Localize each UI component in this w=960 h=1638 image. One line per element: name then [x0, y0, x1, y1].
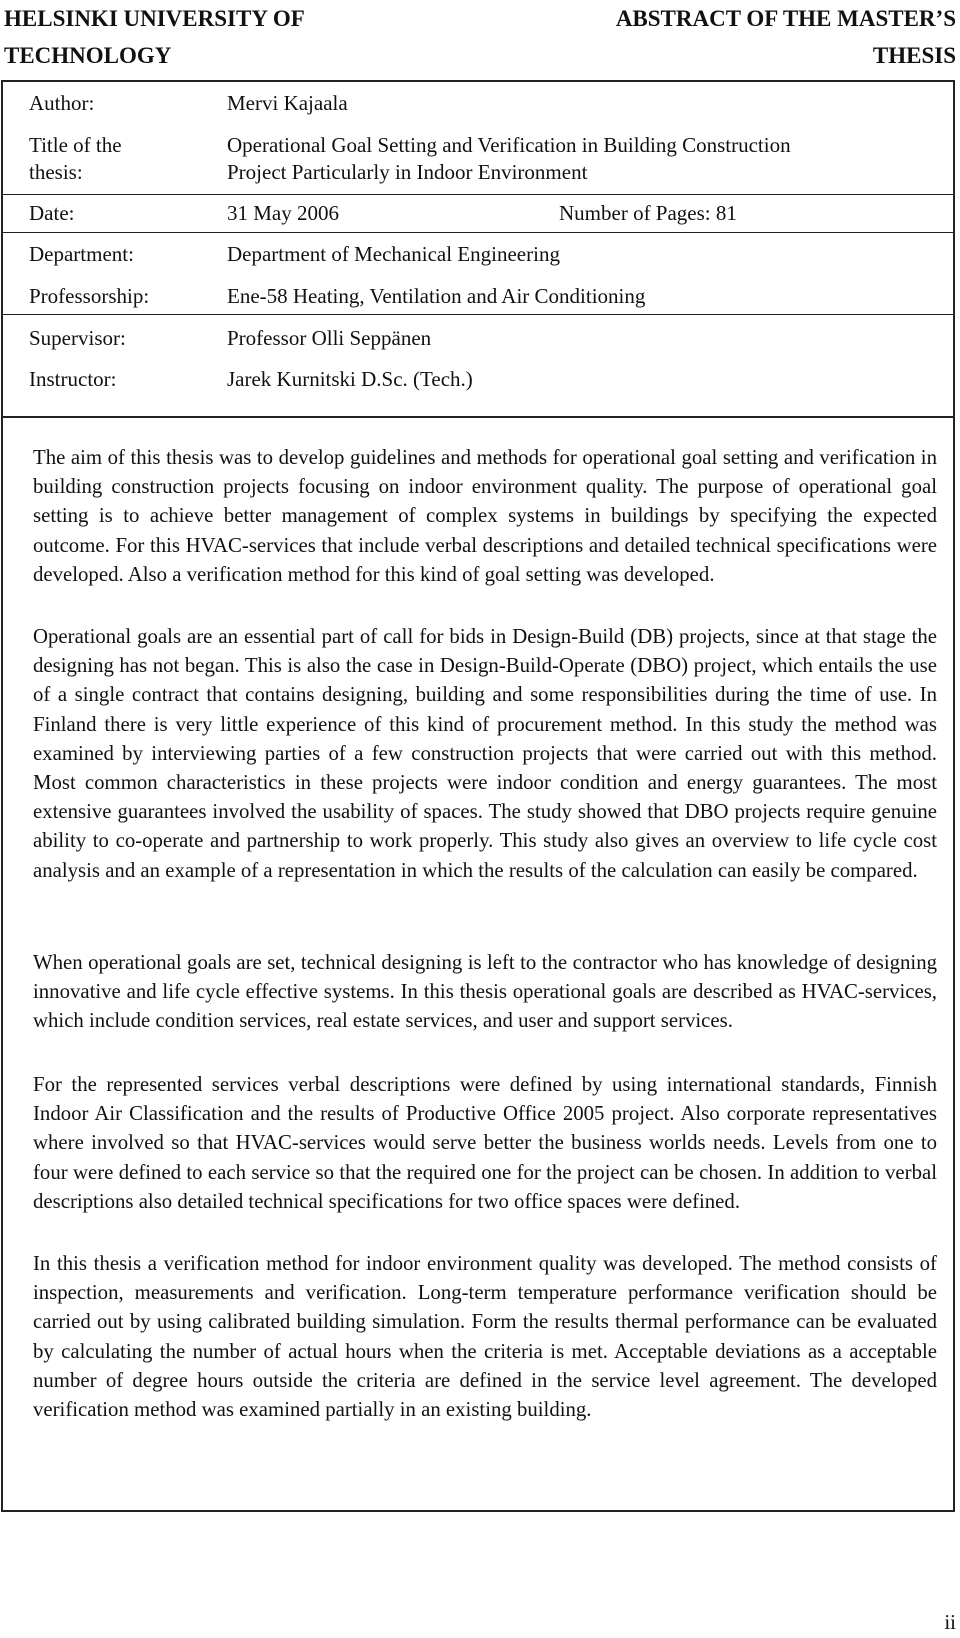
professorship-label: Professorship:	[29, 284, 150, 308]
date-label: Date:	[29, 201, 75, 225]
title-label-line-1: Title of the	[29, 133, 122, 157]
title-label-line-2: thesis:	[29, 160, 83, 184]
instructor-value: Jarek Kurnitski D.Sc. (Tech.)	[227, 367, 473, 391]
date-value: 31 May 2006	[227, 201, 339, 225]
abstract-paragraph-2: Operational goals are an essential part of call for bids in Design-Build (DB) projects, since at that stage the designing has not began. This is also the case in Design-Build-Operate (DBO) project, which entails the use of a single contract that contains designing, building and some responsibilities during the time of use. In Finland there is very little experience of this kind of procurement method. In this study the method was examined by interviewing parties of a few construction projects that were carried out with this method. Most common characteristics in these projects were indoor condition and energy guarantees. The most extensive guarantees involved the usability of spaces. The study showed that DBO projects require genuine ability to co-operate and partnership to work properly. This study also gives an overview to life cycle cost analysis and an example of a representation in which the results of the calculation can easily be compared.	[33, 625, 937, 882]
department-value: Department of Mechanical Engineering	[227, 242, 560, 266]
abstract-paragraph-1: The aim of this thesis was to develop guidelines and methods for operational goal setting and verification in building construction projects focusing on indoor environment quality. The purpose of operational goal setting is to achieve better management of complex systems in buildings by specifying the expected outcome. For this HVAC-services that include verbal descriptions and detailed technical specifications were developed. Also a verification method for this kind of goal setting was developed.	[33, 446, 937, 586]
abstract-heading-line-1: ABSTRACT OF THE MASTER’S	[615, 6, 956, 31]
department-label: Department:	[29, 242, 134, 266]
pages-count: Number of Pages: 81	[559, 201, 737, 225]
supervisor-value: Professor Olli Seppänen	[227, 326, 432, 350]
title-value-line-1: Operational Goal Setting and Verification in Building Construction	[227, 133, 791, 157]
title-value-line-2: Project Particularly in Indoor Environment	[227, 160, 588, 184]
author-value: Mervi Kajaala	[227, 91, 348, 115]
row-divider	[3, 194, 953, 195]
university-heading	[4, 0, 444, 74]
page-number: ii	[944, 1610, 956, 1634]
abstract-heading-line-2: THESIS	[872, 43, 956, 68]
abstract-heading	[496, 0, 956, 74]
row-divider	[3, 232, 953, 233]
abstract-paragraph-4: For the represented services verbal descriptions were defined by using international standards, Finnish Indoor Air Classification and the results of Productive Office 2005 project. Also corporate representatives where involved so that HVAC-services would serve better the business worlds needs. Levels from one to four were defined to each service so that the required one for the project can be chosen. In addition to verbal descriptions also detailed technical specifications for two office spaces were defined.	[33, 1073, 937, 1213]
professorship-value: Ene-58 Heating, Ventilation and Air Conditioning	[227, 284, 646, 308]
abstract-paragraph-5: In this thesis a verification method for indoor environment quality was developed. The method consists of inspection, measurements and verification. Long-term temperature performance verification should be carried out by using calibrated building simulation. Form the results thermal performance can be evaluated by calculating the number of actual hours when the criteria is met. Acceptable deviations as a acceptable number of degree hours outside the criteria are defined in the service level agreement. The developed verification method was examined partially in an existing building.	[33, 1252, 937, 1422]
author-label: Author:	[29, 91, 95, 115]
university-line-1: HELSINKI UNIVERSITY OF	[4, 6, 305, 31]
instructor-label: Instructor:	[29, 367, 117, 391]
supervisor-label: Supervisor:	[29, 326, 126, 350]
row-divider	[3, 314, 953, 315]
thesis-metadata-table	[1, 80, 955, 418]
abstract-paragraph-3: When operational goals are set, technical designing is left to the contractor who has knowledge of designing innovative and life cycle effective systems. In this thesis operational goals are described as HVAC-services, which include condition services, real estate services, and user and support services.	[33, 951, 937, 1033]
abstract-body	[1, 418, 955, 1512]
university-line-2: TECHNOLOGY	[4, 43, 172, 68]
